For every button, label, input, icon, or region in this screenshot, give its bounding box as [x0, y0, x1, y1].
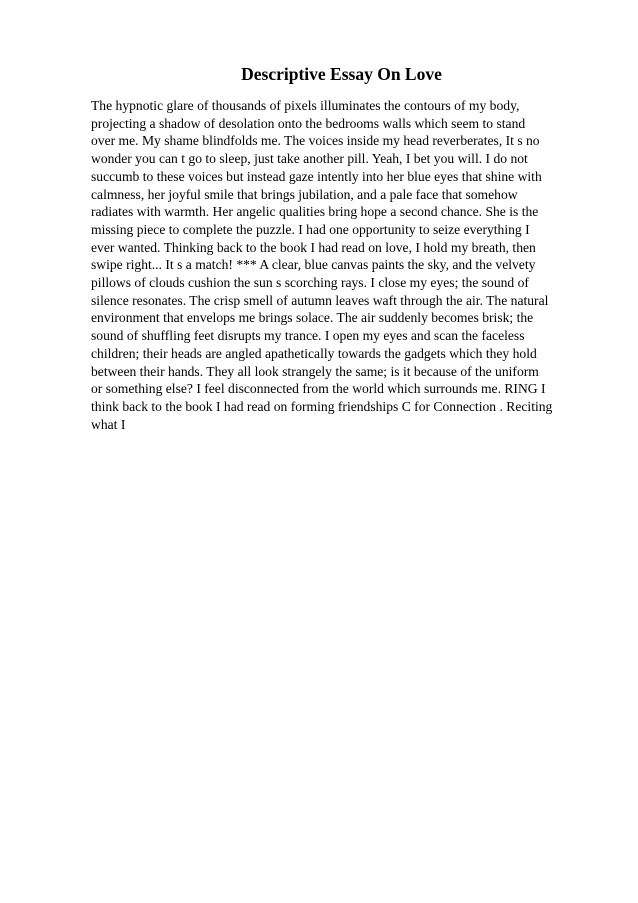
essay-line: silence resonates. The crisp smell of autumn leaves waft through the air. The natural — [91, 292, 549, 308]
essay-line: children; their heads are angled apathetically towards the gadgets which they hold — [91, 345, 537, 361]
essay-line: calmness, her joyful smile that brings jubilation, and a pale face that somehow — [91, 186, 518, 202]
essay-line: or something else? I feel disconnected from the world which surrounds me. RING I — [91, 381, 546, 397]
essay-line: think back to the book I had read on forming friendships C for Connection . Reciting — [91, 398, 553, 414]
essay-line: wonder you can t go to sleep, just take another pill. Yeah, I bet you will. I do not — [91, 151, 528, 167]
essay-line: environment that envelops me brings solace. The air suddenly becomes brisk; the — [91, 310, 534, 326]
essay-line: sound of shuffling feet disrupts my trance. I open my eyes and scan the faceless — [91, 328, 525, 344]
essay-line: succumb to these voices but instead gaze intently into her blue eyes that shine with — [91, 168, 542, 184]
essay-line: The hypnotic glare of thousands of pixels illuminates the contours of my body, — [91, 98, 520, 113]
essay-line: radiates with warmth. Her angelic qualities bring hope a second chance. She is the — [91, 204, 539, 220]
essay-line: swipe right... It s a match! *** A clear, blue canvas paints the sky, and the velvety — [91, 257, 536, 273]
page-title: Descriptive Essay On Love — [241, 64, 442, 84]
essay-line: pillows of clouds cushion the sun s scorching rays. I close my eyes; the sound of — [91, 275, 529, 291]
essay-line: ever wanted. Thinking back to the book I had read on love, I hold my breath, then — [91, 239, 536, 255]
essay-line: missing piece to complete the puzzle. I had one opportunity to seize everything I — [91, 221, 530, 237]
essay-line: between their hands. They all look strangely the same; is it because of the uniform — [91, 363, 539, 379]
essay-line: projecting a shadow of desolation onto the bedrooms walls which seem to stand — [91, 115, 526, 131]
essay-body — [91, 97, 611, 433]
essay-line: over me. My shame blindfolds me. The voices inside my head reverberates, It s no — [91, 133, 540, 149]
essay-line: what I — [91, 416, 126, 432]
